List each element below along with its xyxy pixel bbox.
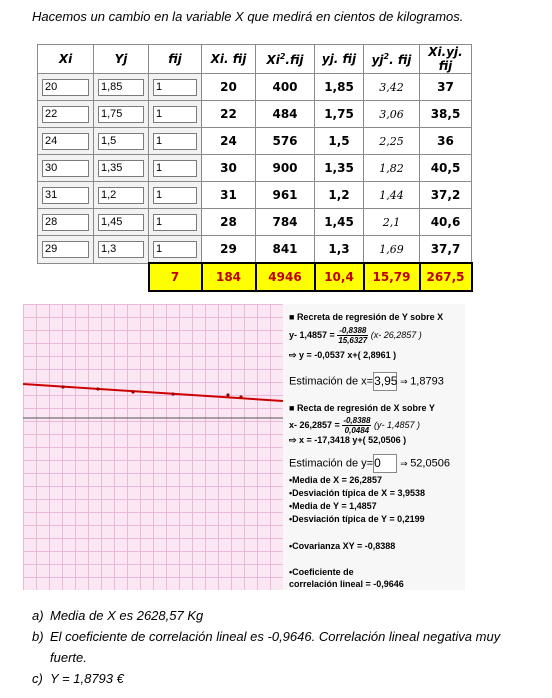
estimate-x-result: 1,8793	[410, 375, 444, 388]
reg-xy-title: ■ Recta de regresión de X sobre Y	[289, 403, 435, 413]
cell-yj-fij: 1,5	[315, 128, 364, 155]
xi-input[interactable]: 29	[42, 241, 89, 258]
fij-input[interactable]: 1	[153, 187, 197, 204]
header-fij: fij	[149, 45, 202, 74]
reg-xy-result: ⇨ x = -17,3418 y+( 52,0506 )	[289, 435, 407, 445]
cell-xi-fij: 20	[202, 74, 256, 101]
table-row	[38, 236, 472, 264]
reg-xy-fraction: $\frac{-0,8388}{0,0484}$	[343, 416, 371, 435]
cell-yj-fij: 1,3	[315, 236, 364, 264]
table-row	[38, 101, 472, 128]
xi-input[interactable]: 31	[42, 187, 89, 204]
cell-xi2-fij: 484	[256, 101, 315, 128]
header-xi: Xi	[38, 45, 94, 74]
mean-y: •Media de Y = 1,4857	[289, 501, 377, 511]
cell-xi-fij: 30	[202, 155, 256, 182]
table-row	[38, 128, 472, 155]
estimate-x-input[interactable]: 3,95	[373, 372, 397, 391]
xi-input[interactable]: 20	[42, 79, 89, 96]
cell-xi-yj-fij: 40,5	[420, 155, 472, 182]
cell-xi-fij: 22	[202, 101, 256, 128]
cell-yj2-fij: 2,1	[364, 209, 420, 236]
sd-x: •Desviación típica de X = 3,9538	[289, 488, 425, 498]
cell-xi2-fij: 900	[256, 155, 315, 182]
cell-xi-yj-fij: 37,2	[420, 182, 472, 209]
data-point	[171, 392, 174, 395]
data-point	[61, 385, 64, 388]
cell-xi2-fij: 961	[256, 182, 315, 209]
reg-yx-result: ⇨ y = -0,0537 x+( 2,8961 )	[289, 350, 397, 360]
header-xi2-fij: Xi$^2$.fij	[256, 45, 315, 74]
cell-xi-yj-fij: 37,7	[420, 236, 472, 264]
cell-xi2-fij: 576	[256, 128, 315, 155]
data-point	[96, 387, 99, 390]
cell-xi2-fij: 784	[256, 209, 315, 236]
table-row	[38, 182, 472, 209]
xi-input[interactable]: 30	[42, 160, 89, 177]
intro-text: Hacemos un cambio en la variable X que medirá en cientos de kilogramos.	[32, 9, 464, 24]
total-yj-fij: 10,4	[315, 263, 364, 291]
xi-input[interactable]: 22	[42, 106, 89, 123]
cell-yj-fij: 1,35	[315, 155, 364, 182]
yj-input[interactable]: 1,85	[98, 79, 144, 96]
cell-yj-fij: 1,85	[315, 74, 364, 101]
total-xi2-fij: 4946	[256, 263, 315, 291]
table-row	[38, 155, 472, 182]
reg-yx-title: ■ Recreta de regresión de Y sobre X	[289, 312, 444, 322]
total-xi-yj-fij: 267,5	[420, 263, 472, 291]
fij-input[interactable]: 1	[153, 241, 197, 258]
mean-x: •Media de X = 26,2857	[289, 475, 382, 485]
data-point	[226, 393, 229, 396]
yj-input[interactable]: 1,45	[98, 214, 144, 231]
total-xi-fij: 184	[202, 263, 256, 291]
covariance: •Covarianza XY = -0,8388	[289, 541, 396, 551]
cell-yj2-fij: 1,69	[364, 236, 420, 264]
yj-input[interactable]: 1,5	[98, 133, 144, 150]
regression-graph	[23, 304, 283, 590]
header-xi-fij: Xi. fij	[202, 45, 256, 74]
xi-input[interactable]: 24	[42, 133, 89, 150]
header-yj2-fij: $yj^2$. fij	[364, 45, 420, 74]
cell-xi-yj-fij: 37	[420, 74, 472, 101]
fij-input[interactable]: 1	[153, 214, 197, 231]
data-point	[239, 395, 242, 398]
xi-input[interactable]: 28	[42, 214, 89, 231]
cell-yj2-fij: 3,42	[364, 74, 420, 101]
cell-yj-fij: 1,2	[315, 182, 364, 209]
table-header-row	[38, 45, 472, 74]
cell-yj-fij: 1,75	[315, 101, 364, 128]
fij-input[interactable]: 1	[153, 106, 197, 123]
sd-y: •Desviación típica de Y = 0,2199	[289, 514, 425, 524]
graph-svg	[23, 304, 283, 590]
yj-input[interactable]: 1,35	[98, 160, 144, 177]
fij-input[interactable]: 1	[153, 133, 197, 150]
table-row	[38, 209, 472, 236]
header-yj: Yj	[94, 45, 149, 74]
estimate-y-row: Estimación de y=0 ⇒ 52,0506	[289, 454, 450, 473]
cell-yj-fij: 1,45	[315, 209, 364, 236]
totals-row	[38, 263, 472, 291]
cell-xi-fij: 29	[202, 236, 256, 264]
total-yj2-fij: 15,79	[364, 263, 420, 291]
fij-input[interactable]: 1	[153, 160, 197, 177]
reg-yx-fraction: $\frac{-0,8388}{15,6327}$	[338, 326, 368, 345]
fij-input[interactable]: 1	[153, 79, 197, 96]
total-fij: 7	[149, 263, 202, 291]
regression-panel	[283, 304, 465, 590]
cell-yj2-fij: 1,44	[364, 182, 420, 209]
correlation-value: correlación lineal = -0,9646	[289, 579, 404, 589]
estimate-y-result: 52,0506	[410, 457, 450, 470]
cell-xi-yj-fij: 36	[420, 128, 472, 155]
cell-xi-yj-fij: 38,5	[420, 101, 472, 128]
data-point	[131, 390, 134, 393]
cell-xi-fij: 24	[202, 128, 256, 155]
correlation-label: •Coeficiente de	[289, 567, 354, 577]
frequency-table	[37, 44, 473, 292]
header-xi-yj-fij: Xi.yj. fij	[420, 45, 472, 74]
cell-yj2-fij: 3,06	[364, 101, 420, 128]
cell-xi2-fij: 400	[256, 74, 315, 101]
cell-yj2-fij: 2,25	[364, 128, 420, 155]
table-row	[38, 74, 472, 101]
estimate-y-input[interactable]: 0	[373, 454, 397, 473]
yj-input[interactable]: 1,3	[98, 241, 144, 258]
cell-xi2-fij: 841	[256, 236, 315, 264]
yj-input[interactable]: 1,75	[98, 106, 144, 123]
yj-input[interactable]: 1,2	[98, 187, 144, 204]
cell-xi-fij: 28	[202, 209, 256, 236]
header-yj-fij: yj. fij	[315, 45, 364, 74]
cell-yj2-fij: 1,82	[364, 155, 420, 182]
reg-yx-equation: y- 1,4857 = $\frac{-0,8388}{15,6327}$ (x- 26,2857 )	[289, 326, 422, 345]
reg-xy-equation: x- 26,2857 = $\frac{-0,8388}{0,0484}$ (y- 1,4857 )	[289, 416, 420, 435]
cell-xi-fij: 31	[202, 182, 256, 209]
estimate-x-row: Estimación de x=3,95 ⇒ 1,8793	[289, 372, 444, 391]
cell-xi-yj-fij: 40,6	[420, 209, 472, 236]
